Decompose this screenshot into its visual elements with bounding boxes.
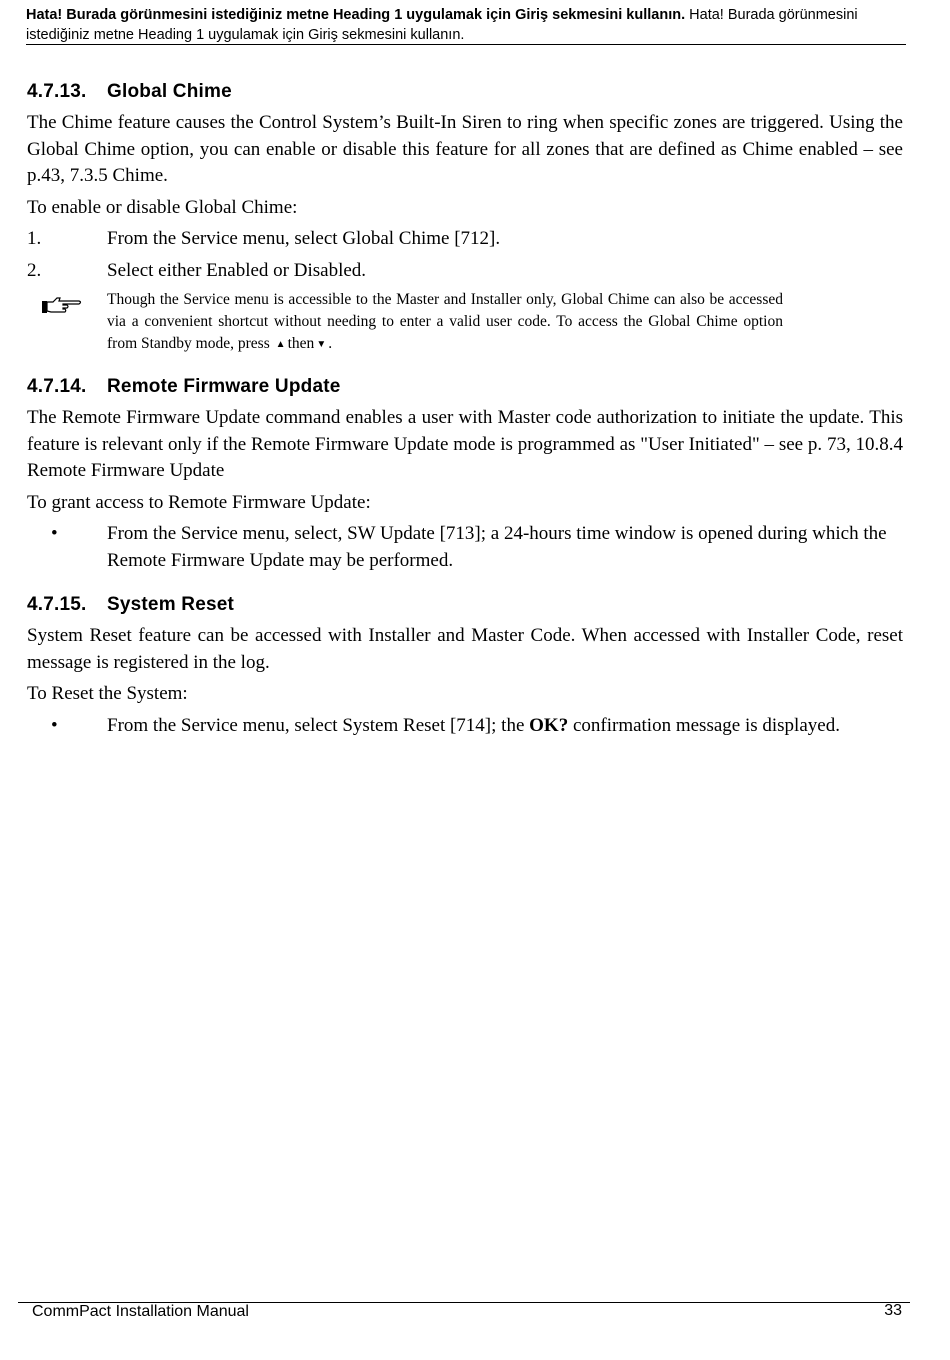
bullet-item-text-before: From the Service menu, select System Reset [714]; the: [107, 714, 525, 736]
section-title: Remote Firmware Update: [107, 376, 341, 397]
note-text: Though the Service menu is accessible to the Master and Installer only, Global Chime can also be accessed via a convenient shortcut without needing to enter a valid user code. To access the Global Chime option from Standby mode, press: [107, 291, 783, 352]
list-item-text: From the Service menu, select Global Chime [712].: [107, 228, 501, 249]
pointing-hand-icon: [41, 295, 83, 322]
bullet-item-text-after: confirmation message is displayed.: [572, 714, 840, 736]
header-rule: [26, 44, 906, 45]
bullet-icon: •: [51, 523, 58, 544]
section-number: 4.7.14.: [27, 376, 87, 397]
section-number: 4.7.15.: [27, 594, 87, 615]
paragraph-rfu-intro: The Remote Firmware Update command enables a user with Master code authorization to initiate the update. This feature is relevant only if the Remote Firmware Update mode is programmed as "User Initiated" – see p. 73, 10.8.4 Remote Firmware Update: [27, 407, 903, 481]
ok-confirmation-text: OK?: [529, 714, 569, 736]
header-bold-text: Hata! Burada görünmesini istediğiniz metne Heading 1 uygulamak için Giriş sekmesini kullanın.: [26, 7, 686, 23]
paragraph-global-chime-intro: The Chime feature causes the Control System’s Built-In Siren to ring when specific zones are triggered. Using the Global Chime option, you can enable or disable this feature for all zones that are defined as Chime enabled – see p.43, 7.3.5 Chime.: [27, 112, 903, 186]
section-title: Global Chime: [107, 81, 232, 102]
note-end: .: [328, 335, 333, 352]
page-number: 33: [884, 1302, 902, 1319]
section-number: 4.7.13.: [27, 81, 87, 102]
section-title: System Reset: [107, 594, 235, 615]
paragraph-global-chime-lead: To enable or disable Global Chime:: [27, 196, 298, 218]
bullet-item-text: From the Service menu, select, SW Update [713]; a 24-hours time window is opened during which the Remote Firmware Update may be performed.: [107, 523, 887, 571]
header-normal-text: Hata! Burada görünmesini istediğiniz metne Heading 1 uygulamak için Giriş sekmesini kullanın.: [26, 7, 858, 43]
note-block: [27, 289, 783, 356]
list-item: [27, 258, 903, 285]
list-number: 2.: [27, 259, 42, 281]
note-then: then: [287, 335, 315, 352]
paragraph-system-reset-intro: System Reset feature can be accessed with Installer and Master Code. When accessed with Installer Code, reset message is registered in the log.: [27, 625, 903, 673]
footer-title: CommPact Installation Manual: [32, 1303, 249, 1320]
section-heading-global-chime: [27, 79, 903, 105]
bullet-item: [27, 521, 903, 574]
down-arrow-icon: ▼: [316, 339, 327, 350]
list-item: [27, 226, 903, 253]
list-item-text: Select either Enabled or Disabled.: [107, 259, 367, 281]
section-heading-system-reset: [27, 592, 903, 618]
paragraph-rfu-lead: To grant access to Remote Firmware Update:: [27, 491, 371, 513]
list-number: 1.: [27, 228, 42, 249]
up-arrow-icon: ▲: [275, 339, 286, 350]
document-body: [27, 79, 903, 739]
running-header: [26, 5, 906, 45]
section-heading-remote-firmware-update: [27, 374, 903, 400]
bullet-icon: •: [51, 714, 58, 736]
bullet-item: [27, 713, 903, 740]
paragraph-system-reset-lead: To Reset the System:: [27, 683, 188, 704]
